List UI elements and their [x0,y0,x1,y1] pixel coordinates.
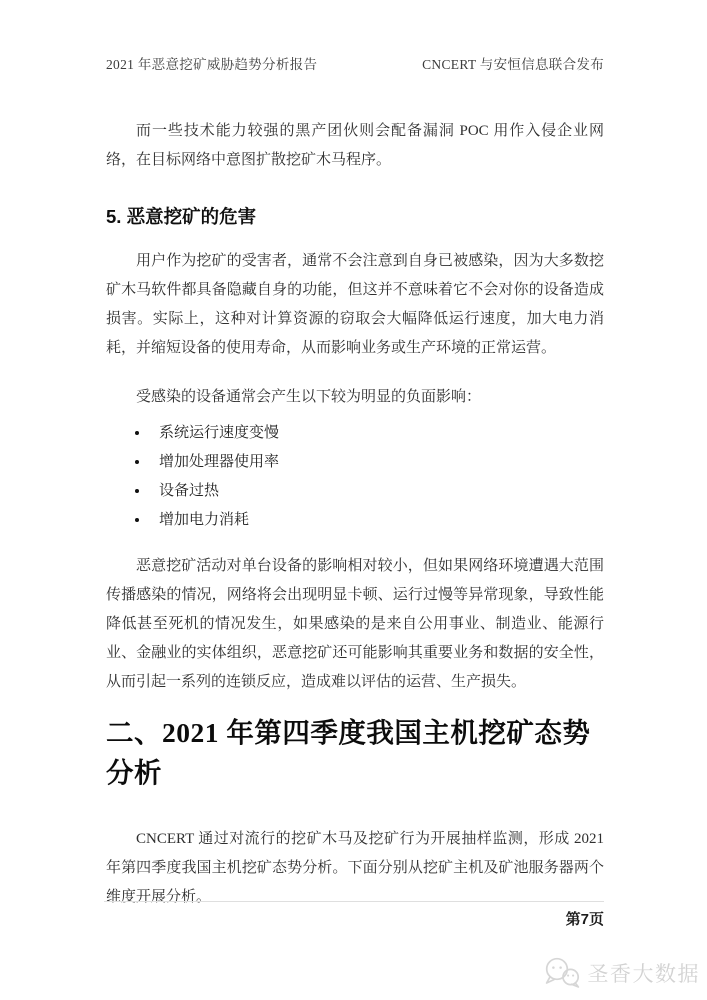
effect-item: • 增加电力消耗 [150,505,604,534]
effects-intro: 受感染的设备通常会产生以下较为明显的负面影响： [136,389,482,405]
harm-paragraph-1: 用户作为挖矿的受害者，通常不会注意到自身已被感染，因为大多数挖矿木马软件都具备隐藏自身的功能，但这并不意味着它不会对你的设备造成损害。实际上，这种对计算资源的窃取会大幅降低运行速度，加大电力消耗，并缩短设备的使用寿命，从而影响业务或生产环境的正常运营。 [106,253,604,356]
wechat-logo-icon [543,957,581,988]
effects-list [106,418,604,534]
header-publisher: CNCERT 与安恒信息联合发布 [422,57,604,72]
page-number: 第7页 [565,911,604,928]
section-harm-heading: 5. 恶意挖矿的危害 [106,206,257,227]
page-header [0,0,707,73]
harm-paragraph-2: 恶意挖矿活动对单台设备的影响相对较小，但如果网络环境遭遇大范围传播感染的情况，网络将会出现明显卡顿、运行过慢等异常现象，导致性能降低甚至死机的情况发生，如果感染的是来自公用事业、制造业、能源行业、金融业的实体组织，恶意挖矿还可能影响其重要业务和数据的安全性，从而引起一系列的连锁反应，造成难以评估的运营、生产损失。 [106,558,604,690]
footer-divider [104,901,604,902]
watermark-label: 圣香大数据 [587,962,700,986]
page-body [0,117,707,912]
header-report-title: 2021 年恶意挖矿威胁趋势分析报告 [106,57,318,72]
section-q4-heading: 二、2021 年第四季度我国主机挖矿态势分析 [106,717,591,788]
watermark [543,957,701,988]
q4-paragraph: CNCERT 通过对流行的挖矿木马及挖矿行为开展抽样监测，形成 2021 年第四季度我国主机挖矿态势分析。下面分别从挖矿主机及矿池服务器两个维度开展分析。 [106,831,604,905]
effect-item: • 系统运行速度变慢 [150,418,604,447]
effect-item: • 增加处理器使用率 [150,447,604,476]
lead-paragraph: 而一些技术能力较强的黑产团伙则会配备漏洞 POC 用作入侵企业网络，在目标网络中意图扩散挖矿木马程序。 [106,123,604,168]
effect-item: • 设备过热 [150,476,604,505]
